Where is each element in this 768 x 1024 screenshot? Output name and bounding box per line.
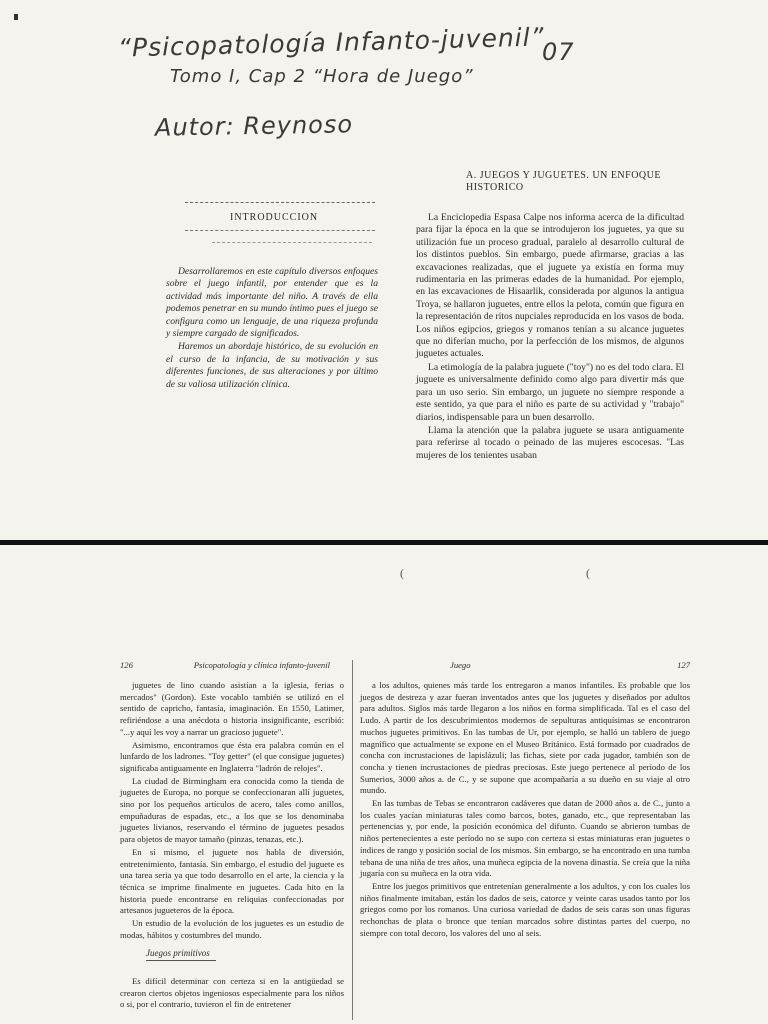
left-page-number: 126 [120, 660, 133, 670]
scan-mark: ( [586, 566, 590, 580]
left-paragraph: La ciudad de Birmingham era conocida como la tienda de juguetes de Europa, no porque se confeccionaran allí juguetes, sino por los pequeños artículos de acero, tales como anillos, empuñaduras de espadas, etc., a los que se los denominaba juguetes livianos, reservando el término de juguetes pesados para objetos de mayor tamaño (pinzas, tenazas, etc.). [120, 775, 344, 845]
section-a-heading: A. JUEGOS Y JUGUETES. UN ENFOQUE HISTORICO [466, 170, 661, 193]
section-a-paragraph: La Enciclopedia Espasa Calpe nos informa acerca de la dificultad para fijar la época en la que se introdujeron los juguetes, ya que su utilización fue un proceso gradual, paralelo al desarrollo cultural de los distintos pueblos. Sin embargo, puede afirmarse, gracias a las excavaciones realizadas, que el juguete ya existía en forma muy rudimentaria en las primeras edades de la humanidad. Por ejemplo, en las excavaciones de Hisaarlik, considerada por algunos la antigua Troya, se hallaron juguetes, entre ellos la pelota, común que figura en la representación de ritos nupciales reproducida en los vasos de boda. Los niños egipcios, griegos y romanos tenían a su alcance juguetes que no diferían mucho, por la perfección de los mismos, de algunos juguetes actuales. [416, 212, 684, 360]
left-subheading: Juegos primitivos [146, 948, 210, 958]
left-page-body-2 [120, 976, 344, 1012]
handwritten-title: “Psicopatología Infanto-juvenil” [117, 22, 545, 63]
right-page-header [450, 660, 690, 670]
right-paragraph: En las tumbas de Tebas se encontraron cadáveres que datan de 2000 años a. de C., junto a los cuales yacían miniaturas tales como barcos, botes, ganado, etc., que representaban las pertenencias y, por ende, la posición económica del difunto. Cuando se abrieron tumbas de niños pertenecientes a este período no se supo con certeza si estas miniaturas eran juguetes o índices de rango y posición social de los mismos. Sin embargo, se ha encontrado en una tumba tebana de una niña de tres años, una muñeca egipcia de la novena dinastía. Se creía que la niña jugaría con su muñeca en la otra vida. [360, 798, 690, 879]
page-separator [0, 540, 768, 545]
left-page-header [120, 660, 330, 670]
intro-rule-bottom [185, 230, 375, 231]
intro-body [166, 266, 378, 392]
intro-paragraph: Haremos un abordaje histórico, de su evolución en el curso de la infancia, de su motivación y sus diferentes funciones, de sus alteraciones y por último de su valiosa utilización clínica. [166, 341, 378, 390]
right-page-body [360, 680, 690, 940]
left-page-body [120, 680, 344, 942]
right-paragraph: Entre los juegos primitivos que entretenían generalmente a los adultos, y con los cuales los niños finalmente imitaban, están los dados de seis, catorce y veinte caras usados tanto por los griegos como por los romanos. Una curiosa variedad de dados de seis caras son unas figuras rechonchas de plata o bronce que tenían marcados sobre distintas partes del cuerpo, no siempre con total decoro, los valores del uno al seis. [360, 880, 690, 938]
right-page-number: 127 [677, 660, 690, 670]
left-paragraph: Asimismo, encontramos que ésta era palabra común en el lunfardo de los ladrones. "Toy getter" (el que consigue juguetes) significaba antiguamente en Inglaterra "ladrón de relojes". [120, 739, 344, 773]
scan-mark: ( [400, 566, 404, 580]
section-a-body [416, 212, 684, 463]
left-paragraph: Es difícil determinar con certeza si en la antigüedad se crearon ciertos objetos ingeniosos especialmente para los niños o si, por el contrario, tuvieron el fin de entretener [120, 976, 344, 1010]
left-running-title: Psicopatología y clínica infanto-juvenil [193, 660, 330, 670]
subheading-underline [146, 960, 216, 961]
scan-speck [14, 14, 18, 20]
left-paragraph: juguetes de lino cuando asistían a la iglesia, ferias o mercados" (Gordon). Este vocablo también se utilizó en el sentido de capricho, fantasía, imaginación. En 1550, Latimer, refiriéndose a una anécdota o historia insignificante, escribió: "...y aquí les voy a narrar un gracioso juguete". [120, 680, 344, 737]
intro-paragraph: Desarrollaremos en este capítulo diversos enfoques sobre el juego infantil, por entender que es la actividad más importante del niño. A través de ella podemos penetrar en su mundo íntimo pues el juego se configura como un lenguaje, de una riqueza profunda y siempre cargado de significados. [166, 266, 378, 340]
intro-heading: INTRODUCCION [230, 212, 319, 223]
intro-faint-rule [212, 242, 372, 243]
left-paragraph: En sí mismo, el juguete nos habla de diversión, entretenimiento, fantasía. Sin embargo, el estudio del juguete es una tarea seria ya que todo desarrollo en el arte, la ciencia y la técnica se imprime finalmente en juguetes. Cada hito en la historia puede encontrarse en reliquias confeccionadas por artesanos jugueteros de la época. [120, 846, 344, 916]
section-a-paragraph: Llama la atención que la palabra juguete se usara antiguamente para referirse al tocado o peinado de las mujeres escocesas. "Las mujeres de los tenientes usaban [416, 424, 684, 461]
handwritten-author: Autor: Reynoso [154, 110, 354, 142]
handwritten-subtitle: Tomo I, Cap 2 “Hora de Juego” [170, 66, 474, 87]
intro-rule-top [185, 202, 375, 203]
handwritten-code: 07 [542, 38, 575, 66]
right-running-title: Juego [450, 660, 471, 670]
spread-gutter [352, 660, 353, 1020]
section-a-paragraph: La etimología de la palabra juguete ("toy") no es del todo clara. El juguete es universalmente definido como algo para divertir más que para un uso serio. Sin embargo, un juguete no siempre responde a este sentido, ya que para el niño es parte de su actividad y "trabajo" diarios, indispensable para un buen desarrollo. [416, 361, 684, 423]
left-paragraph: Un estudio de la evolución de los juguetes es un estudio de modas, hábitos y costumbres del mundo. [120, 918, 344, 940]
right-paragraph: a los adultos, quienes más tarde los entregaron a manos infantiles. Es probable que los juegos de destreza y azar fueran inventados antes que los juguetes y diseñados por adultos para adultos. Siglos más tarde llegaron a los niños en forma simplificada. Tal es el caso del Ludo. A partir de los descubrimientos modernos de sepulturas antiquísimas se encontraron muchos juguetes primitivos. En las tumbas de Ur, por ejemplo, se halló un tablero de juego magnífico que actualmente se expone en el Museo Británico. Está formado por cuadrados de concha con incrustaciones de lapislázuli; las fichas, siete por cada jugador, también son de concha y tienen incrustaciones de piedras preciosas. Este juego pertenece al período de los Sumerios, 3000 años a. de C., y se supone que acompañaría a su dueño en su viaje al otro mundo. [360, 680, 690, 796]
